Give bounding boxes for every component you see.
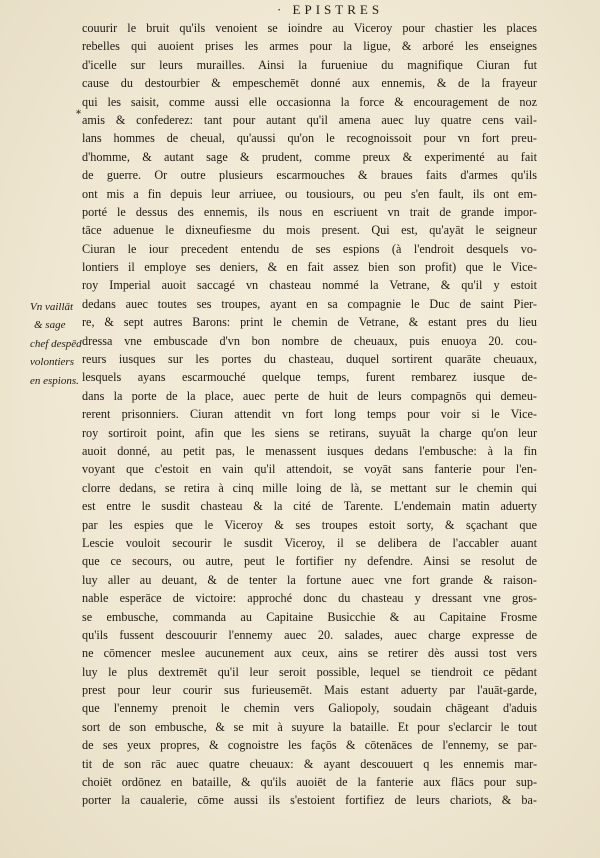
text-line: rebelles qui auoient prises les armes pour la ligue, & arboré les enseignes <box>82 39 537 54</box>
margin-asterisk-mark: * <box>76 109 81 120</box>
text-line: ont mis a fin depuis leur arriuee, ou tousiours, ou peu s'en fault, ils ont em- <box>82 186 537 201</box>
text-line: reurs iusques sur les portes du chasteau, duquel sortirent quarāte cheuaux, <box>82 352 537 367</box>
text-line: voyant que c'estoit en vain qu'il attendoit, se voyāt sans fanterie pour l'en- <box>82 462 537 477</box>
marginal-note-line: Vn vaillāt <box>30 301 74 313</box>
marginal-note-line: chef despēd <box>30 337 82 350</box>
text-line: Ciuran le iour precedent entendu de ses espions (à l'endroit desquels vo- <box>82 241 537 256</box>
text-line: sort de son embusche, & se mit à suyure la bataille. Et pour s'eclarcir le tout <box>82 719 537 734</box>
text-line: se embusche, commanda au Capitaine Busicchie & au Capitaine Frosme <box>82 609 537 624</box>
text-line: qui les saisit, comme aussi elle occasionna la force & encouragement de noz <box>82 94 537 109</box>
marginal-note-line: & sage <box>34 319 66 332</box>
text-line: qu'ils fussent descouurir l'ennemy auec 20. salades, auec charge expresse de <box>82 627 537 642</box>
text-line: roy sortiroit point, afin que les siens se retirans, suyuāt la charge qu'on leur <box>82 425 537 440</box>
marginal-note-line: en espions. <box>30 374 79 387</box>
text-line: prest pour leur courir sus furieusemēt. Mais estant aduerty par l'auāt-garde, <box>82 683 537 698</box>
text-line: Lescie vouloit secourir le susdit Viceroy, il se delibera de l'accabler auant <box>82 535 537 550</box>
text-line: porté le dessus des ennemis, ils nous en escriuent vn trait de grande impor- <box>82 204 537 219</box>
text-line: dressa vne embuscade d'vn bon nombre de cheuaux, puis enuoya 20. cou- <box>82 333 537 348</box>
text-line: couurir le bruit qu'ils venoient se ioindre au Viceroy pour chastier les places <box>82 21 537 35</box>
text-line: cause du destourbier & empeschemēt donné aux ennemis, & de la frayeur <box>82 76 537 91</box>
text-line: luy aller au deuant, & de tenter la fortune auec vne fort grande & raison- <box>82 572 537 587</box>
text-line: d'homme, & autant sage & prudent, comme preux & experimenté au fait <box>82 149 537 164</box>
text-line: ne cōmencer meslee aucunement aux ceux, ains se retirer dès aussi tost vers <box>82 646 537 661</box>
running-header: · EPISTRES <box>276 2 384 17</box>
text-line: que ce secours, ou autre, peut le fortifier ny defendre. Ainsi se resolut de <box>82 554 537 569</box>
text-line: tit de son rāc auec quatre cheuaux: & ayant descouuert q les ennemis mar- <box>82 756 537 771</box>
text-line: d'icelle sur leurs murailles. Ainsi la furueniue du magnifique Ciuran fut <box>82 57 537 72</box>
text-line: tāce aduenue le dixneufiesme du mois present. Qui est, qu'ayāt le seigneur <box>82 223 537 238</box>
text-line: que l'ennemy prenoit le chemin vers Galiopoly, soudain chāgeant d'aduis <box>82 701 537 716</box>
text-line: roy Imperial auoit saccagé vn chasteau nommé la Vetrane, & qu'il y estoit <box>82 278 537 293</box>
text-line: dans la porte de la place, auec perte de huit de leurs compagnōs qui demeu- <box>82 388 537 403</box>
text-line: amis & confederez: tant pour autant qu'il amena auec luy quatre cens vail- <box>82 112 537 127</box>
text-line: lontiers il employe ses deniers, & en fait assez bien son profit) que le Vice- <box>82 260 537 275</box>
text-line: dedans auec toutes ses troupes, ayant en sa compagnie le Duc de saint Pier- <box>82 296 537 311</box>
text-line: par les espies que le Viceroy & ses troupes estoit sorty, & sçachant que <box>82 517 537 532</box>
text-line: nable esperāce de victoire: approché donc du chasteau y dressant vne gros- <box>82 591 537 606</box>
marginal-note-line: volontiers <box>30 356 74 369</box>
text-line: rerent prisonniers. Ciuran attendit vn fort long temps pour voir si le Vice- <box>82 407 537 422</box>
text-line: lans hommes de cheual, qu'aussi qu'on le recognoissoit pour vn fort preu- <box>82 131 537 146</box>
text-line: lesquels ayans escarmouché quelque temps, furent rembarez iusque de- <box>82 370 537 385</box>
text-line: est entre le susdit chasteau & la cité de Tarente. L'endemain matin aduerty <box>82 499 537 514</box>
text-line: clorre dedans, se retira à cinq mille loing de là, se mettant sur le chemin qui <box>82 480 537 495</box>
text-line: auoit donné, au petit pas, le menassent iusques dedans l'embusche: à la fin <box>82 443 537 458</box>
text-line: choiēt ordōnez en bataille, & qu'ils auoiēt de la fanterie aux flācs pour sup- <box>82 775 537 790</box>
text-line: de ses yeux propres, & cognoistre les façōs & cōtenāces de l'ennemy, se par- <box>82 738 537 753</box>
text-line: porter la caualerie, cōme aussi ils s'estoient fortifiez de leurs chariots, & ba- <box>82 793 537 808</box>
body-text <box>82 19 537 810</box>
text-line: re, & sept autres Barons: print le chemin de Vetrane, & estant pres du lieu <box>82 315 537 330</box>
text-line: de guerre. Or outre plusieurs escarmouches & braues faits d'armes qu'ils <box>82 168 537 183</box>
text-line: luy le plus dextremēt qu'il leur seroit possible, lequel se tiendroit ce pēdant <box>82 664 537 679</box>
